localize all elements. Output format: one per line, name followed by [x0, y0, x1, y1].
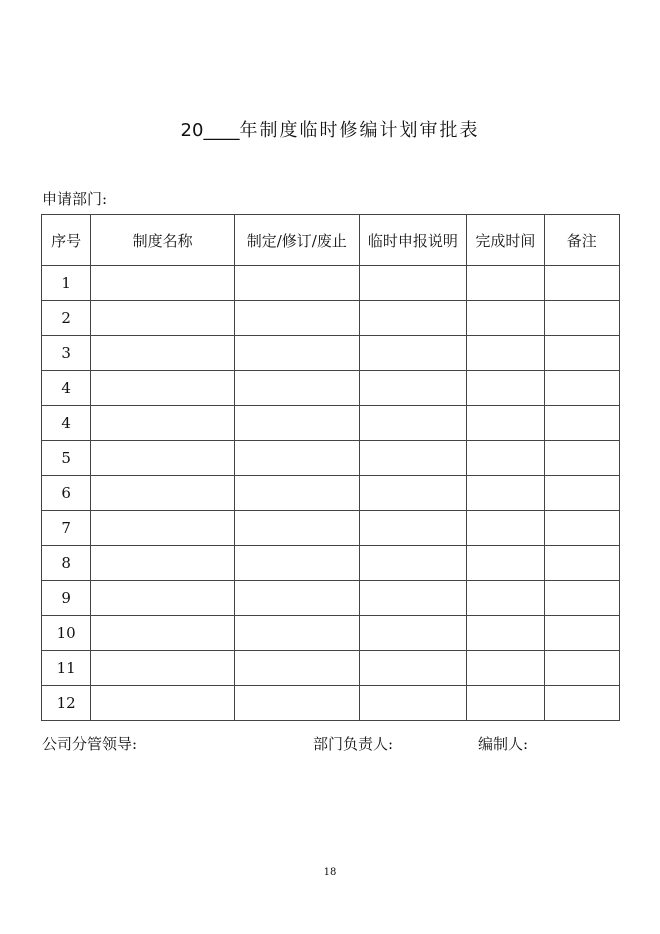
table-row	[42, 371, 620, 406]
table-row	[42, 301, 620, 336]
author-signature-label: 编制人:	[478, 735, 529, 753]
remarks-cell	[544, 651, 619, 686]
approval-table	[41, 214, 620, 721]
completion-time-cell	[467, 651, 544, 686]
title-year-prefix: 20	[180, 120, 204, 141]
serial-cell: 6	[42, 476, 91, 511]
serial-cell: 8	[42, 546, 91, 581]
policy-name-cell	[91, 546, 235, 581]
description-cell	[359, 511, 467, 546]
action-type-cell	[234, 301, 359, 336]
description-cell	[359, 686, 467, 721]
serial-cell: 12	[42, 686, 91, 721]
header-remarks: 备注	[544, 215, 619, 266]
page-title	[0, 116, 660, 142]
action-type-cell	[234, 406, 359, 441]
completion-time-cell	[467, 616, 544, 651]
remarks-cell	[544, 546, 619, 581]
policy-name-cell	[91, 511, 235, 546]
policy-name-cell	[91, 371, 235, 406]
action-type-cell	[234, 371, 359, 406]
serial-cell: 3	[42, 336, 91, 371]
serial-cell: 1	[42, 266, 91, 301]
policy-name-cell	[91, 651, 235, 686]
table-row	[42, 546, 620, 581]
policy-name-cell	[91, 406, 235, 441]
action-type-cell	[234, 616, 359, 651]
action-type-cell	[234, 686, 359, 721]
action-type-cell	[234, 581, 359, 616]
dept-head-signature-label: 部门负责人:	[313, 735, 394, 753]
leader-signature-label: 公司分管领导:	[42, 735, 138, 753]
serial-cell: 7	[42, 511, 91, 546]
description-cell	[359, 476, 467, 511]
table-row	[42, 406, 620, 441]
policy-name-cell	[91, 301, 235, 336]
table-row	[42, 476, 620, 511]
title-year-blank: ____	[203, 120, 240, 141]
remarks-cell	[544, 441, 619, 476]
description-cell	[359, 266, 467, 301]
action-type-cell	[234, 511, 359, 546]
page-number: 18	[323, 867, 337, 878]
remarks-cell	[544, 301, 619, 336]
policy-name-cell	[91, 476, 235, 511]
policy-name-cell	[91, 616, 235, 651]
table-header-row	[42, 215, 620, 266]
policy-name-cell	[91, 581, 235, 616]
title-main: 年制度临时修编计划审批表	[239, 120, 480, 141]
applicant-dept-label: 申请部门:	[42, 190, 108, 208]
completion-time-cell	[467, 546, 544, 581]
table-row	[42, 686, 620, 721]
serial-cell: 4	[42, 371, 91, 406]
completion-time-cell	[467, 301, 544, 336]
remarks-cell	[544, 511, 619, 546]
action-type-cell	[234, 476, 359, 511]
remarks-cell	[544, 476, 619, 511]
completion-time-cell	[467, 266, 544, 301]
table-row	[42, 336, 620, 371]
description-cell	[359, 441, 467, 476]
completion-time-cell	[467, 371, 544, 406]
policy-name-cell	[91, 266, 235, 301]
description-cell	[359, 546, 467, 581]
serial-cell: 10	[42, 616, 91, 651]
description-cell	[359, 581, 467, 616]
completion-time-cell	[467, 441, 544, 476]
action-type-cell	[234, 546, 359, 581]
completion-time-cell	[467, 476, 544, 511]
serial-cell: 4	[42, 406, 91, 441]
table-row	[42, 441, 620, 476]
table-row	[42, 616, 620, 651]
serial-cell: 9	[42, 581, 91, 616]
completion-time-cell	[467, 336, 544, 371]
completion-time-cell	[467, 686, 544, 721]
serial-cell: 11	[42, 651, 91, 686]
description-cell	[359, 406, 467, 441]
header-policy-name: 制度名称	[91, 215, 235, 266]
description-cell	[359, 336, 467, 371]
description-cell	[359, 371, 467, 406]
remarks-cell	[544, 406, 619, 441]
remarks-cell	[544, 266, 619, 301]
serial-cell: 5	[42, 441, 91, 476]
header-serial: 序号	[42, 215, 91, 266]
remarks-cell	[544, 336, 619, 371]
remarks-cell	[544, 581, 619, 616]
action-type-cell	[234, 441, 359, 476]
completion-time-cell	[467, 581, 544, 616]
header-description: 临时申报说明	[359, 215, 467, 266]
description-cell	[359, 616, 467, 651]
action-type-cell	[234, 266, 359, 301]
policy-name-cell	[91, 686, 235, 721]
completion-time-cell	[467, 511, 544, 546]
header-action-type: 制定/修订/废止	[234, 215, 359, 266]
remarks-cell	[544, 371, 619, 406]
completion-time-cell	[467, 406, 544, 441]
table-row	[42, 581, 620, 616]
header-completion-time: 完成时间	[467, 215, 544, 266]
serial-cell: 2	[42, 301, 91, 336]
description-cell	[359, 651, 467, 686]
table-row	[42, 651, 620, 686]
table-row	[42, 266, 620, 301]
description-cell	[359, 301, 467, 336]
policy-name-cell	[91, 441, 235, 476]
table-row	[42, 511, 620, 546]
policy-name-cell	[91, 336, 235, 371]
action-type-cell	[234, 651, 359, 686]
remarks-cell	[544, 616, 619, 651]
remarks-cell	[544, 686, 619, 721]
action-type-cell	[234, 336, 359, 371]
